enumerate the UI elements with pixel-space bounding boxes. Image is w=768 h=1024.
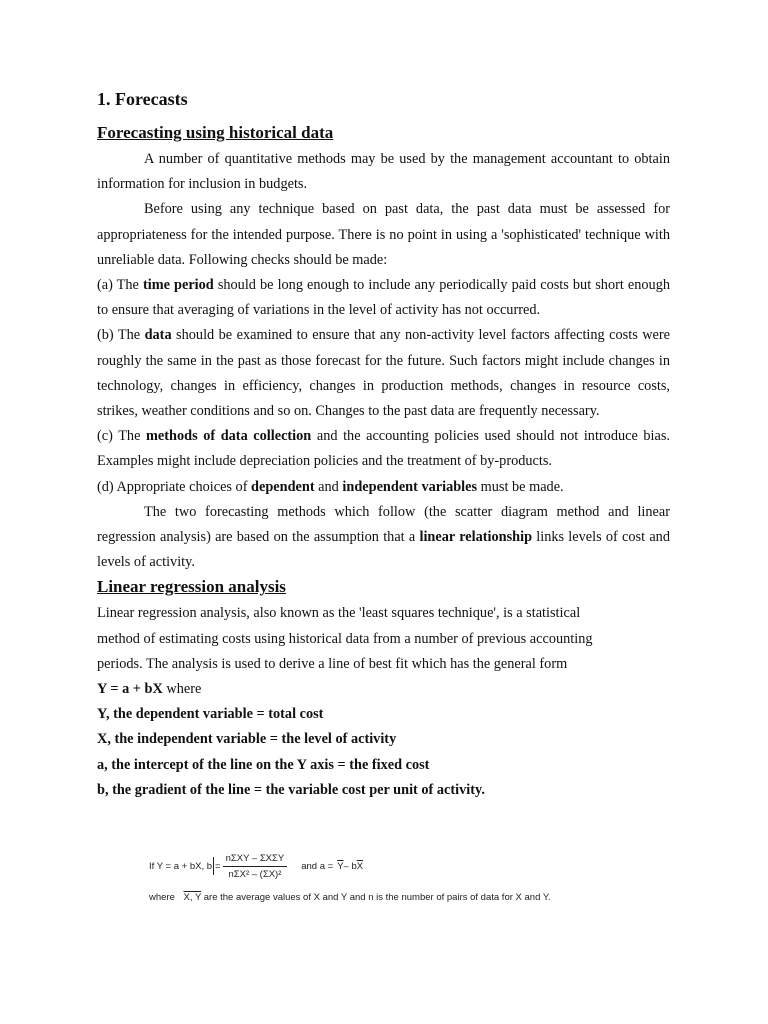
subsection-title-linear-regression: Linear regression analysis — [97, 577, 286, 597]
definition-a-text: a, the intercept of the line on the Y axis = the fixed cost — [97, 756, 430, 773]
definition-a — [97, 753, 670, 778]
linear-assumption-after: links levels of cost and levels of activity. — [97, 529, 670, 571]
paragraph-intro: A number of quantitative methods may be used by the management accountant to obtain information for inclusion in budgets. — [97, 151, 670, 193]
formula-b-fraction — [223, 853, 288, 880]
formula-a-minus-b: – b — [343, 860, 357, 872]
check-item-d-text: must be made. — [477, 478, 564, 495]
paragraph-linear-assumption — [97, 500, 670, 576]
definition-b — [97, 778, 670, 803]
formula-b-row — [149, 846, 649, 886]
formula-where-vars: X, Y — [183, 892, 202, 903]
check-item-b-keyword: data — [144, 327, 172, 344]
definition-x — [97, 727, 670, 752]
formula-numerator: nΣXY – ΣXΣY — [223, 853, 288, 867]
lr-line-3: periods. The analysis is used to derive a line of best fit which has the general form — [97, 655, 568, 672]
check-item-c-prefix: (c) The — [97, 428, 146, 445]
check-item-d-keyword-independent: independent variables — [342, 478, 478, 495]
definition-x-text: X, the independent variable = the level of activity — [97, 731, 397, 748]
general-equation-bold: Y = a + bX — [97, 681, 163, 698]
check-item-a-keyword: time period — [142, 277, 214, 294]
document-page — [97, 86, 670, 803]
definition-y — [97, 702, 670, 727]
formula-where-rest: are the average values of X and Y and n is the number of pairs of data for X and Y. — [203, 892, 551, 903]
check-item-c-keyword: methods of data collection — [146, 428, 312, 445]
definition-y-text: Y, the dependent variable = total cost — [97, 706, 324, 723]
general-equation-where: where — [162, 681, 202, 698]
lr-line-1: Linear regression analysis, also known as the 'least squares technique', is a statistical — [97, 605, 581, 622]
check-item-a-text: should be long enough to include any periodically paid costs but short enough to ensure that averaging of variations in the level of activity has not occurred. — [97, 277, 670, 319]
subsection-title-historical-data: Forecasting using historical data — [97, 123, 334, 142]
check-item-d-prefix: (d) Appropriate choices of — [97, 478, 252, 495]
formula-equals: = — [215, 860, 221, 872]
check-item-b — [97, 323, 670, 424]
formula-where-lead: where — [149, 892, 175, 903]
regression-formula — [149, 846, 649, 903]
formula-bracket — [213, 857, 214, 875]
formula-and: and a = — [301, 860, 334, 872]
check-item-d-keyword-dependent: dependent — [251, 478, 315, 495]
formula-lead: If Y = a + bX, b — [149, 860, 213, 872]
check-item-c-text: and the accounting policies used should not introduce bias. Examples might include depreciation policies and the treatment of by-products. — [97, 428, 670, 470]
formula-where-row — [149, 892, 649, 903]
formula-denominator: nΣX² – (ΣX)² — [228, 868, 282, 880]
check-item-a-prefix: (a) The — [97, 277, 143, 294]
check-item-a — [97, 273, 670, 323]
general-equation — [97, 677, 670, 702]
check-item-b-text: should be examined to ensure that any non-activity level factors affecting costs were roughly the same in the past as those forecast for the future. Such factors might include changes in technology, changes in efficiency, changes in production methods, changes in resource costs, strikes, weather conditions and so on. Changes to the past data are frequently necessary. — [97, 327, 670, 420]
lr-line-2: method of estimating costs using historical data from a number of previous accounting — [97, 630, 593, 647]
check-item-c — [97, 424, 670, 474]
linear-relationship-keyword: linear relationship — [419, 529, 533, 546]
formula-a-xbar: $\overline{X}$ — [356, 860, 364, 872]
formula-a-ybar: $\overline{Y}$ — [337, 860, 344, 872]
section-title: 1. Forecasts — [97, 89, 188, 109]
check-item-d-mid: and — [314, 478, 343, 495]
linear-regression-body — [97, 601, 670, 803]
linear-assumption-before: The two forecasting methods which follow (the scatter diagram method and linear regression analysis) are based on the assumption that a — [97, 503, 670, 546]
definition-b-text: b, the gradient of the line = the variable cost per unit of activity. — [97, 781, 485, 798]
paragraph-checks: Before using any technique based on past data, the past data must be assessed for appropriateness for the intended purpose. There is no point in using a 'sophisticated' technique with unreliable data. Following checks should be made: — [97, 201, 670, 268]
check-item-b-prefix: (b) The — [97, 327, 145, 344]
check-item-d — [97, 475, 670, 500]
